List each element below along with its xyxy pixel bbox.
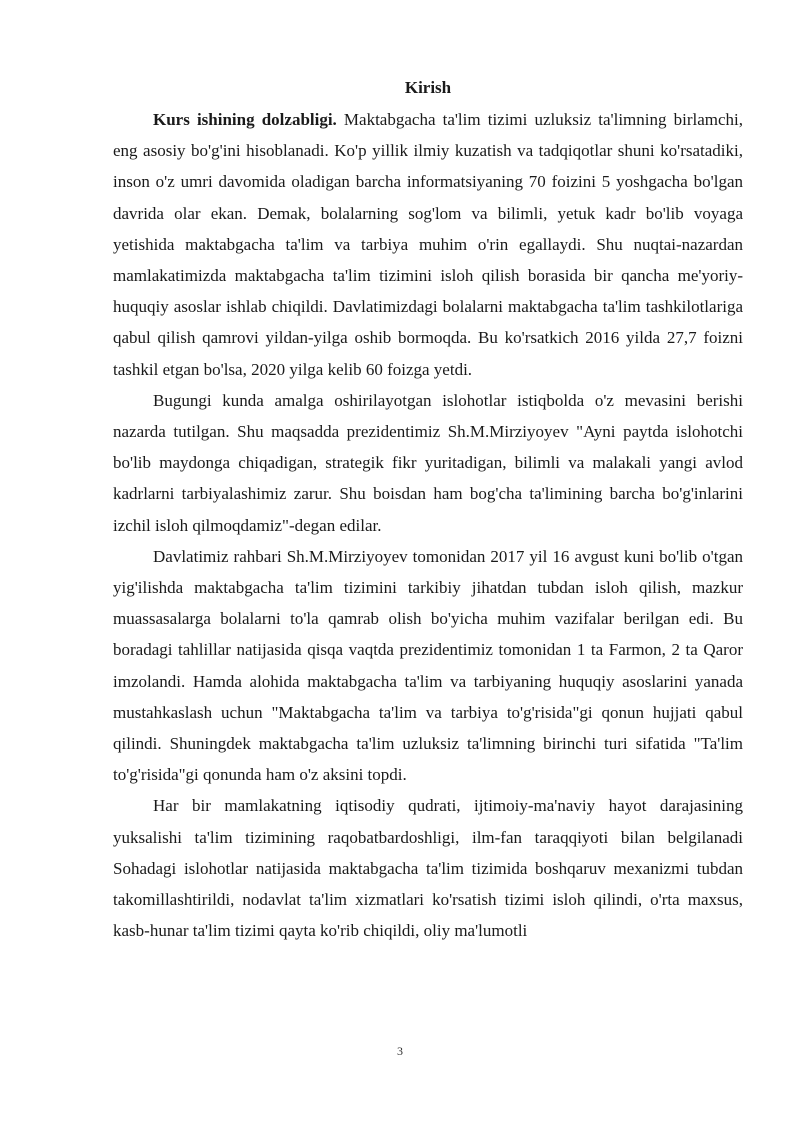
paragraph-lead: Kurs ishining dolzabligi. bbox=[153, 110, 337, 129]
paragraph-3 bbox=[113, 541, 743, 791]
paragraph-1 bbox=[113, 104, 743, 385]
paragraph-text: Bugungi kunda amalga oshirilayotgan islohotlar istiqbolda o'z mevasini berishi nazarda tutilgan. Shu maqsadda prezidentimiz Sh.M.Mirziyoyev "Ayni paytda islohotchi bo'lib maydonga chiqadigan, strategik fikr yuritadigan, bilimli va malakali yangi avlod kadrlarni tarbiyalashimiz zarur. Shu boisdan ham bog'cha ta'limining barcha bo'g'inlarini izchil isloh qilmoqdamiz"-degan edilar. bbox=[113, 390, 743, 535]
paragraph-text: Maktabgacha ta'lim tizimi uzluksiz ta'limning birlamchi, eng asosiy bo'g'ini hisoblanadi. Ko'p yillik ilmiy kuzatish va tadqiqotlar shuni ko'rsatadiki, inson o'z umri davomida oladigan barcha informatsiyaning 70 foizini 5 yoshgacha bo'lgan davrida olar ekan. Demak, bolalarning sog'lom va bilimli, yetuk kadr bo'lib voyaga yetishida maktabgacha ta'lim va tarbiya muhim o'rin egallaydi. Shu nuqtai-nazardan mamlakatimizda maktabgacha ta'lim tizimini isloh qilish borasida bir qancha me'yoriy-huquqiy asoslar ishlab chiqildi. Davlatimizdagi bolalarni maktabgacha ta'lim tashkilotlariga qabul qilish qamrovi yildan-yilga oshib bormoqda. Bu ko'rsatkich 2016 yilda 27,7 foizni tashkil etgan bo'lsa, 2020 yilga kelib 60 foizga yetdi. bbox=[113, 110, 743, 379]
paragraph-4 bbox=[113, 790, 743, 946]
paragraph-2 bbox=[113, 385, 743, 541]
paragraph-text: Davlatimiz rahbari Sh.M.Mirziyoyev tomonidan 2017 yil 16 avgust kuni bo'lib o'tgan yig'ilishda maktabgacha ta'lim tizimini tarkibiy jihatdan tubdan isloh qilish, mazkur muassasalarga bolalarni to'la qamrab olish bo'yicha muhim vazifalar berilgan edi. Bu boradagi tahlillar natijasida qisqa vaqtda prezidentimiz tomonidan 1 ta Farmon, 2 ta Qaror imzolandi. Hamda alohida maktabgacha ta'lim va tarbiyaning huquqiy asoslarini yanada mustahkaslash uchun "Maktabgacha ta'lim va tarbiya to'g'risida"gi qonun hujjati qabul qilindi. Shuningdek maktabgacha ta'lim uzluksiz ta'limning birinchi turi sifatida "Ta'lim to'g'risida"gi qonunda ham o'z aksini topdi. bbox=[113, 546, 743, 785]
page-number: 3 bbox=[397, 1044, 403, 1058]
document-page bbox=[113, 75, 743, 946]
paragraph-text: Har bir mamlakatning iqtisodiy qudrati, ijtimoiy-ma'naviy hayot darajasining yuksalishi ta'lim tizimining raqobatbardoshligi, ilm-fan taraqqiyoti bilan belgilanadi Sohadagi islohotlar natijasida maktabgacha ta'lim tizimida boshqaruv mexanizmi tubdan takomillashtirildi, nodavlat ta'lim xizmatlari ko'rsatish tizimi isloh qilindi, o'rta maxsus, kasb-hunar ta'lim tizimi qayta ko'rib chiqildi, oliy ma'lumotli bbox=[113, 796, 743, 941]
section-title: Kirish bbox=[404, 78, 452, 97]
